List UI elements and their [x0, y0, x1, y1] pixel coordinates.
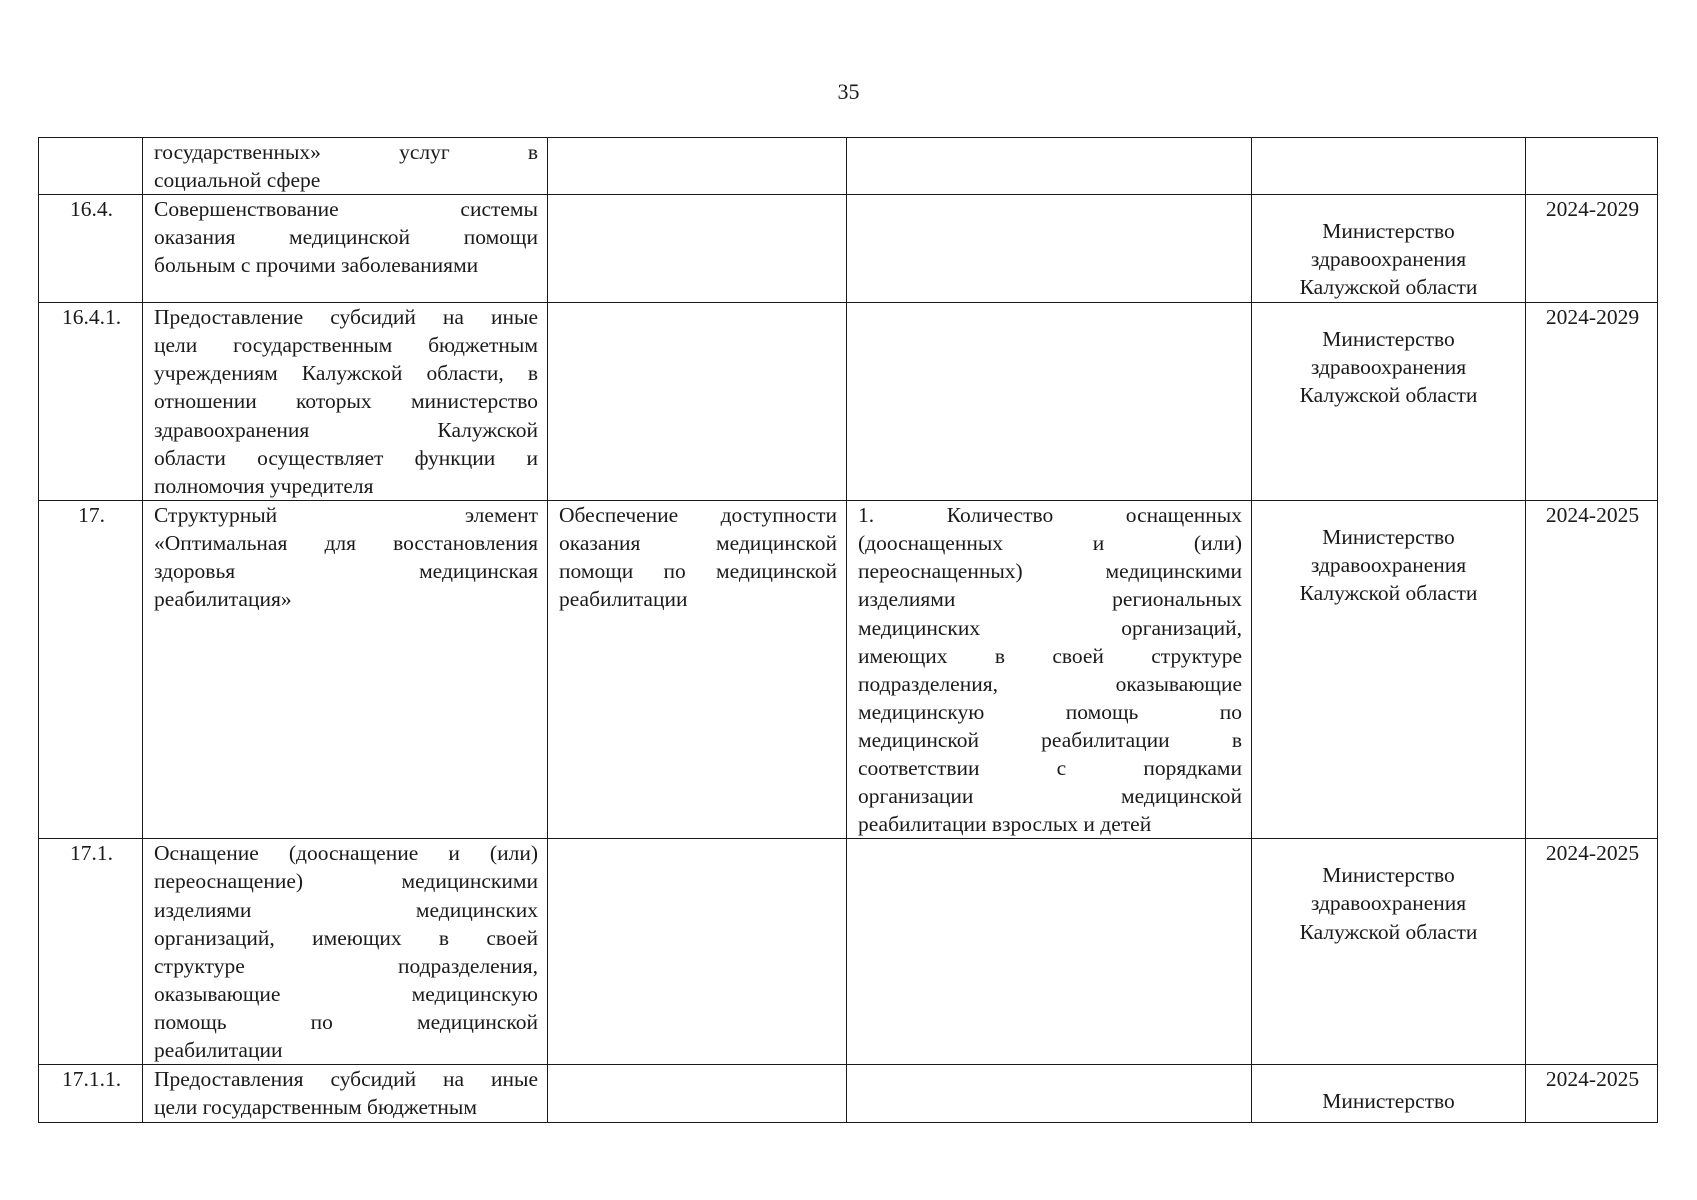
- task-cell-line: Обеспечение доступности: [559, 503, 837, 528]
- measure-description: [143, 138, 548, 195]
- measure-description-line: Оснащение (дооснащение и (или): [154, 841, 538, 866]
- indicator-cell: [847, 839, 1252, 1065]
- measure-description: [143, 501, 548, 839]
- row-number: 17.1.: [39, 839, 143, 1065]
- row-number: 17.: [39, 501, 143, 839]
- indicator-cell-line: переоснащенных) медицинскими: [858, 559, 1242, 584]
- measure-description-line: государственных» услуг в: [154, 140, 538, 164]
- indicator-cell-line: соответствии с порядками: [858, 756, 1242, 781]
- table-row: [39, 501, 1658, 839]
- row-number: 16.4.: [39, 195, 143, 303]
- measure-description: [143, 839, 548, 1065]
- task-cell: [548, 1065, 847, 1122]
- row-number: 16.4.1.: [39, 303, 143, 501]
- measure-description-line: здравоохранения Калужской: [154, 417, 538, 442]
- measure-description-line: организаций, имеющих в своей: [154, 925, 538, 950]
- measure-description: [143, 303, 548, 501]
- responsible-cell: Министерство здравоохранения Калужской области: [1252, 303, 1526, 501]
- indicator-cell-line: медицинскую помощь по: [858, 699, 1242, 724]
- indicator-cell-line: изделиями региональных: [858, 587, 1242, 612]
- table-row: [39, 303, 1658, 501]
- responsible-cell: Министерство здравоохранения Калужской области: [1252, 501, 1526, 839]
- indicator-cell-line: медицинских организаций,: [858, 615, 1242, 640]
- measure-description-line: реабилитация»: [154, 587, 292, 612]
- measure-description-line: изделиями медицинских: [154, 897, 538, 922]
- indicator-cell: [847, 303, 1252, 501]
- table-row: [39, 839, 1658, 1065]
- period-cell: 2024-2025: [1526, 1065, 1658, 1122]
- period-cell: 2024-2029: [1526, 195, 1658, 303]
- measure-description-line: цели государственным бюджетным: [154, 1095, 477, 1120]
- measure-description-line: переоснащение) медицинскими: [154, 869, 538, 894]
- table-row: [39, 195, 1658, 303]
- measure-description-line: «Оптимальная для восстановления: [154, 531, 538, 556]
- program-table: [38, 137, 1658, 1123]
- responsible-cell: Министерство: [1252, 1065, 1526, 1122]
- table-row: [39, 1065, 1658, 1122]
- task-cell: [548, 303, 847, 501]
- responsible-cell: [1252, 138, 1526, 195]
- measure-description-line: оказания медицинской помощи: [154, 225, 538, 250]
- indicator-cell-line: медицинской реабилитации в: [858, 727, 1242, 752]
- measure-description-line: Совершенствование системы: [154, 197, 538, 222]
- period-cell: 2024-2025: [1526, 501, 1658, 839]
- task-cell-line: помощи по медицинской: [559, 559, 837, 584]
- task-cell: [548, 138, 847, 195]
- measure-description-line: оказывающие медицинскую: [154, 981, 538, 1006]
- task-cell: [548, 501, 847, 839]
- indicator-cell: [847, 138, 1252, 195]
- measure-description-line: здоровья медицинская: [154, 559, 538, 584]
- indicator-cell: [847, 195, 1252, 303]
- period-cell: [1526, 138, 1658, 195]
- indicator-cell-line: организации медицинской: [858, 784, 1242, 809]
- measure-description-line: цели государственным бюджетным: [154, 333, 538, 358]
- task-cell-line: реабилитации: [559, 587, 688, 612]
- indicator-cell: [847, 501, 1252, 839]
- indicator-cell-line: подразделения, оказывающие: [858, 671, 1242, 696]
- measure-description-line: полномочия учредителя: [154, 473, 374, 498]
- indicator-cell: [847, 1065, 1252, 1122]
- measure-description-line: помощь по медицинской: [154, 1009, 538, 1034]
- task-cell: [548, 839, 847, 1065]
- measure-description-line: отношении которых министерство: [154, 389, 538, 414]
- task-cell-line: оказания медицинской: [559, 531, 837, 556]
- indicator-cell-line: имеющих в своей структуре: [858, 643, 1242, 668]
- row-number: [39, 138, 143, 195]
- page-number: 35: [837, 79, 860, 104]
- responsible-cell: Министерство здравоохранения Калужской области: [1252, 195, 1526, 303]
- measure-description-line: учреждениям Калужской области, в: [154, 361, 538, 386]
- table-row: [39, 138, 1658, 195]
- task-cell: [548, 195, 847, 303]
- measure-description-line: структуре подразделения,: [154, 953, 538, 978]
- measure-description-line: Предоставление субсидий на иные: [154, 305, 538, 330]
- period-cell: 2024-2029: [1526, 303, 1658, 501]
- measure-description-line: больным с прочими заболеваниями: [154, 253, 479, 278]
- measure-description-line: Структурный элемент: [154, 503, 538, 528]
- measure-description-line: социальной сфере: [154, 168, 321, 193]
- indicator-cell-line: 1. Количество оснащенных: [858, 503, 1242, 528]
- measure-description: [143, 1065, 548, 1122]
- measure-description-line: Предоставления субсидий на иные: [154, 1067, 538, 1092]
- measure-description-line: реабилитации: [154, 1037, 283, 1062]
- measure-description: [143, 195, 548, 303]
- indicator-cell-line: (дооснащенных и (или): [858, 531, 1242, 556]
- measure-description-line: области осуществляет функции и: [154, 445, 538, 470]
- responsible-cell: Министерство здравоохранения Калужской области: [1252, 839, 1526, 1065]
- row-number: 17.1.1.: [39, 1065, 143, 1122]
- period-cell: 2024-2025: [1526, 839, 1658, 1065]
- indicator-cell-line: реабилитации взрослых и детей: [858, 812, 1152, 837]
